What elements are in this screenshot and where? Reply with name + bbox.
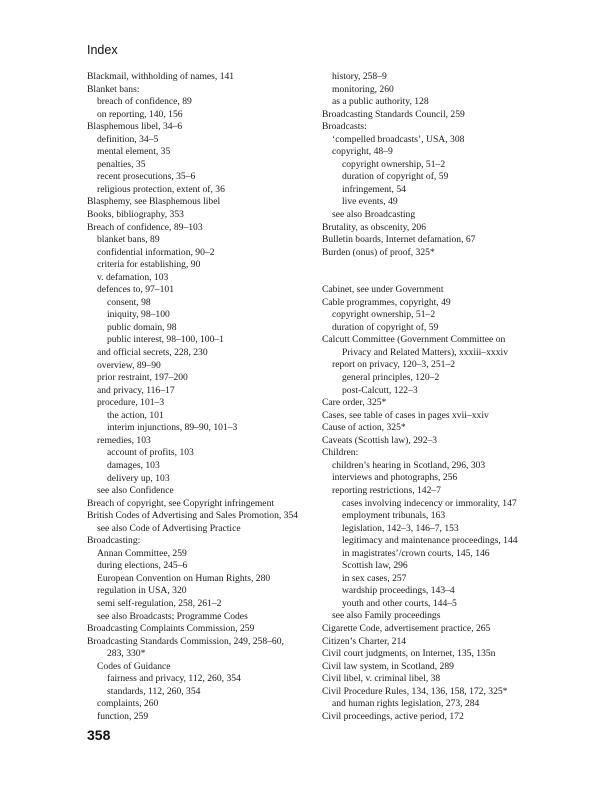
index-subentry: v. defamation, 103 — [97, 271, 169, 283]
index-subentry: Codes of Guidance — [97, 660, 171, 672]
index-subentry: and official secrets, 228, 230 — [97, 347, 208, 359]
index-subentry: the action, 101 — [107, 409, 164, 421]
index-subentry: public interest, 98–100, 100–1 — [107, 334, 224, 346]
index-entry: Blasphemous libel, 34–6 — [87, 121, 183, 133]
index-subentry: on reporting, 140, 156 — [97, 108, 183, 120]
index-entry: Books, bibliography, 353 — [87, 209, 184, 221]
index-subentry: legislation, 142–3, 146–7, 153 — [342, 522, 459, 534]
index-subentry: damages, 103 — [107, 459, 160, 471]
index-subentry: overview, 89–90 — [97, 359, 161, 371]
index-subentry: confidential information, 90–2 — [97, 246, 215, 258]
index-column-left — [87, 71, 322, 723]
index-subentry: report on privacy, 120–3, 251–2 — [332, 359, 456, 371]
index-subentry: legitimacy and maintenance proceedings, 144 — [342, 535, 518, 547]
index-subentry: employment tribunals, 163 — [342, 510, 446, 522]
section-gap — [322, 259, 562, 284]
index-subentry: see also Broadcasting — [332, 209, 416, 221]
index-subentry: see also Broadcasts; Programme Codes — [97, 610, 248, 622]
index-subentry: regulation in USA, 320 — [97, 585, 187, 597]
index-entry: Blackmail, withholding of names, 141 — [87, 71, 235, 82]
index-subentry: general principles, 120–2 — [342, 372, 440, 384]
index-subentry: duration of copyright of, 59 — [342, 171, 449, 183]
index-subentry: see also Confidence — [97, 485, 174, 497]
index-subentry: prior restraint, 197–200 — [97, 372, 188, 384]
index-subentry: wardship proceedings, 143–4 — [342, 585, 455, 597]
index-entry: Bulletin boards, Internet defamation, 67 — [322, 234, 476, 246]
index-entry: Cable programmes, copyright, 49 — [322, 296, 451, 308]
index-subentry: post-Calcutt, 122–3 — [342, 384, 418, 396]
index-subentry: live events, 49 — [342, 196, 398, 208]
index-subentry: see also Code of Advertising Practice — [97, 522, 241, 534]
index-entry: Civil proceedings, active period, 172 — [322, 710, 464, 722]
index-subentry: infringement, 54 — [342, 183, 406, 195]
index-subentry: during elections, 245–6 — [97, 560, 188, 572]
index-subentry: copyright ownership, 51–2 — [332, 309, 436, 321]
index-subentry: consent, 98 — [107, 296, 151, 308]
index-subentry: criteria for establishing, 90 — [97, 259, 201, 271]
index-subentry: duration of copyright of, 59 — [332, 321, 439, 333]
index-subentry: fairness and privacy, 112, 260, 354 — [107, 673, 241, 685]
index-entry: Calcutt Committee (Government Committee on — [322, 334, 506, 346]
index-subentry: as a public authority, 128 — [332, 96, 429, 108]
index-entry: Caveats (Scottish law), 292–3 — [322, 434, 438, 446]
index-subentry: definition, 34–5 — [97, 133, 159, 145]
index-subentry: defences to, 97–101 — [97, 284, 174, 296]
index-subentry: function, 259 — [97, 710, 149, 722]
index-subentry: religious protection, extent of, 36 — [97, 183, 225, 195]
index-subentry: breach of confidence, 89 — [97, 96, 192, 108]
index-subentry: Scottish law, 296 — [342, 560, 408, 572]
index-entry: Blanket bans: — [87, 83, 140, 95]
index-subentry: Annan Committee, 259 — [97, 547, 187, 559]
index-entry: Blasphemy, see Blasphemous libel — [87, 196, 221, 208]
index-entry: Breach of confidence, 89–103 — [87, 221, 203, 233]
index-subentry: penalties, 35 — [97, 158, 146, 170]
index-subentry: complaints, 260 — [97, 698, 159, 710]
index-subentry: children’s hearing in Scotland, 296, 303 — [332, 459, 486, 471]
index-subentry: ‘compelled broadcasts’, USA, 308 — [332, 133, 465, 145]
index-subentry: semi self-regulation, 258, 261–2 — [97, 597, 222, 609]
index-entry: Broadcasting Standards Commission, 249, 258–60, — [87, 635, 284, 647]
index-subentry: in magistrates’/crown courts, 145, 146 — [342, 547, 490, 559]
index-subentry: recent prosecutions, 35–6 — [97, 171, 196, 183]
index-entry: Breach of copyright, see Copyright infringement — [87, 497, 275, 509]
index-entry: Broadcasting Standards Council, 259 — [322, 108, 465, 120]
index-subentry: public domain, 98 — [107, 321, 177, 333]
index-entry: Civil law system, in Scotland, 289 — [322, 660, 454, 672]
page-number: 358 — [87, 727, 111, 743]
index-entry: Civil Procedure Rules, 134, 136, 158, 172, 325* — [322, 685, 508, 697]
index-subentry: in sex cases, 257 — [342, 572, 407, 584]
index-subentry: iniquity, 98–100 — [107, 309, 170, 321]
index-entry: Burden (onus) of proof, 325* — [322, 246, 435, 258]
index-subentry: interim injunctions, 89–90, 101–3 — [107, 422, 238, 434]
index-entry: Broadcasts: — [322, 121, 367, 133]
index-subentry: delivery up, 103 — [107, 472, 170, 484]
index-subentry: and privacy, 116–17 — [97, 384, 175, 396]
index-subentry: 283, 330* — [107, 648, 146, 660]
index-subentry: youth and other courts, 144–5 — [342, 597, 457, 609]
index-subentry: monitoring, 260 — [332, 83, 394, 95]
index-entry: Broadcasting: — [87, 535, 141, 547]
index-subentry: see also Family proceedings — [332, 610, 441, 622]
index-subentry: interviews and photographs, 256 — [332, 472, 458, 484]
index-subentry: remedies, 103 — [97, 434, 151, 446]
index-subentry: blanket bans, 89 — [97, 234, 160, 246]
index-subentry: and human rights legislation, 273, 284 — [332, 698, 480, 710]
index-entry: Brutality, as obscenity, 206 — [322, 221, 427, 233]
index-entry: Cigarette Code, advertisement practice, 265 — [322, 622, 491, 634]
index-entry: Civil libel, v. criminal libel, 38 — [322, 673, 441, 685]
index-column-right — [322, 71, 562, 723]
index-entry: British Codes of Advertising and Sales Promotion, 354 — [87, 510, 299, 522]
index-subentry: account of profits, 103 — [107, 447, 194, 459]
index-entry: Care order, 325* — [322, 397, 387, 409]
index-subentry: mental element, 35 — [97, 146, 171, 158]
index-subentry: procedure, 101–3 — [97, 397, 165, 409]
index-subentry: European Convention on Human Rights, 280 — [97, 572, 271, 584]
index-entry: Cases, see table of cases in pages xvii–xxiv — [322, 409, 489, 421]
index-subentry: standards, 112, 260, 354 — [107, 685, 201, 697]
index-subentry: history, 258–9 — [332, 71, 387, 82]
index-entry: Civil court judgments, on Internet, 135, 135n — [322, 648, 496, 660]
index-entry: Cause of action, 325* — [322, 422, 406, 434]
index-subentry: cases involving indecency or immorality, 147 — [342, 497, 517, 509]
index-subentry: reporting restrictions, 142–7 — [332, 484, 441, 496]
index-entry: Children: — [322, 447, 359, 459]
index-entry: Broadcasting Complaints Commission, 259 — [87, 623, 255, 635]
index-subentry: Privacy and Related Matters), xxxiii–xxxiv — [342, 346, 508, 358]
index-subentry: copyright ownership, 51–2 — [342, 158, 446, 170]
index-entry: Citizen’s Charter, 214 — [322, 635, 407, 647]
page-header-title: Index — [87, 43, 118, 57]
index-entry: Cabinet, see under Government — [322, 284, 444, 296]
index-subentry: copyright, 48–9 — [332, 146, 393, 158]
